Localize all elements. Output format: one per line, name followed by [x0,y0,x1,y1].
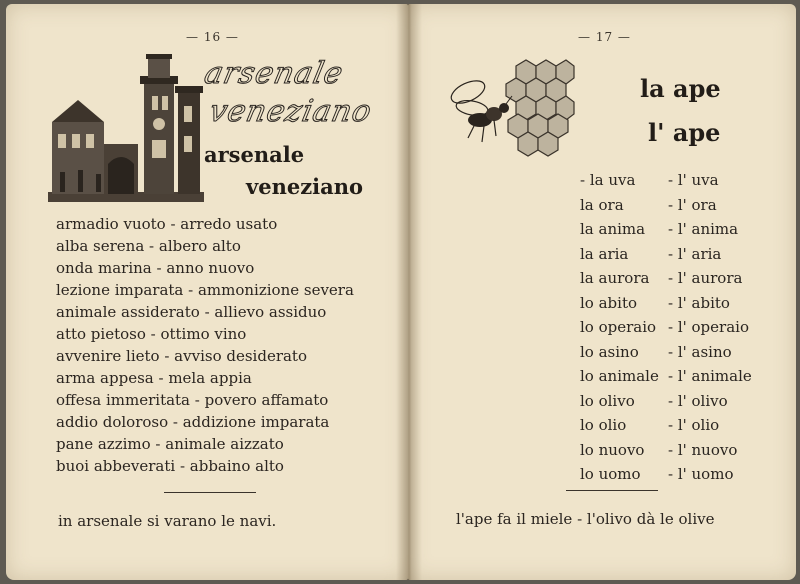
book-gutter [396,4,422,580]
bold-title-line-1: arsenale [204,142,305,167]
list-item: addio doloroso - addizione imparata [56,413,330,431]
pair-left: lo animale [580,367,659,385]
pair-left: lo olivo [580,391,635,410]
pair-left: la aurora [580,269,650,287]
pair-left: la ora [580,195,624,214]
pair-right: - l' operaio [668,318,749,336]
divider-right [566,490,658,491]
pair-left: lo abito [580,293,637,312]
list-item: lezione imparata - ammonizione severa [56,281,354,299]
divider-left [164,492,256,493]
list-item: onda marina - anno nuovo [56,259,255,277]
pair-left: lo nuovo [580,440,645,459]
pair-left: la anima [580,220,646,238]
pair-left: lo uomo [580,465,641,483]
pair-right: - l' uomo [668,465,734,483]
script-title-line-2: veneziano [206,94,376,129]
list-item: animale assiderato - allievo assiduo [56,303,327,321]
pair-right: - l' anima [668,220,739,238]
pair-left: la aria [580,244,629,263]
pair-left: - la uva [580,171,636,189]
pair-right: - l' nuovo [668,440,738,459]
footer-sentence-right: l'ape fa il miele - l'olivo dà le olive [456,510,715,528]
pair-right: - l' aria [668,244,722,263]
word-pairs-list [56,213,354,477]
pair-right: - l' animale [668,367,752,385]
script-title-line-1: arsenale [201,56,347,91]
list-item: offesa immeritata - povero affamato [56,391,329,409]
page-number-right: — 17 — [578,30,631,44]
list-item: alba serena - albero alto [56,237,241,255]
pair-right: - l' uva [668,171,719,189]
list-item: arma appesa - mela appia [56,369,252,387]
pair-left: lo operaio [580,318,657,336]
list-item: avvenire lieto - avviso desiderato [56,347,307,365]
pair-right: - l' abito [668,293,730,312]
list-item: pane azzimo - animale aizzato [56,435,284,453]
pair-right: - l' olio [668,416,720,434]
pair-right: - l' aurora [668,269,743,287]
arsenal-illustration [48,52,204,202]
pair-right: - l' olivo [668,391,728,410]
right-title-line-1: la ape [640,74,721,103]
bee-honeycomb-illustration [446,58,580,170]
footer-sentence-left: in arsenale si varano le navi. [58,512,277,530]
page-number-left: — 16 — [186,30,239,44]
right-title-line-2: l' ape [648,118,721,147]
bold-title-line-2: veneziano [246,174,363,199]
list-item: atto pietoso - ottimo vino [56,325,247,343]
pair-right: - l' asino [668,342,732,361]
pair-left: lo olio [580,416,627,434]
pair-right: - l' ora [668,195,717,214]
list-item: buoi abbeverati - abbaino alto [56,457,284,475]
pair-left: lo asino [580,342,639,361]
list-item: armadio vuoto - arredo usato [56,215,278,233]
